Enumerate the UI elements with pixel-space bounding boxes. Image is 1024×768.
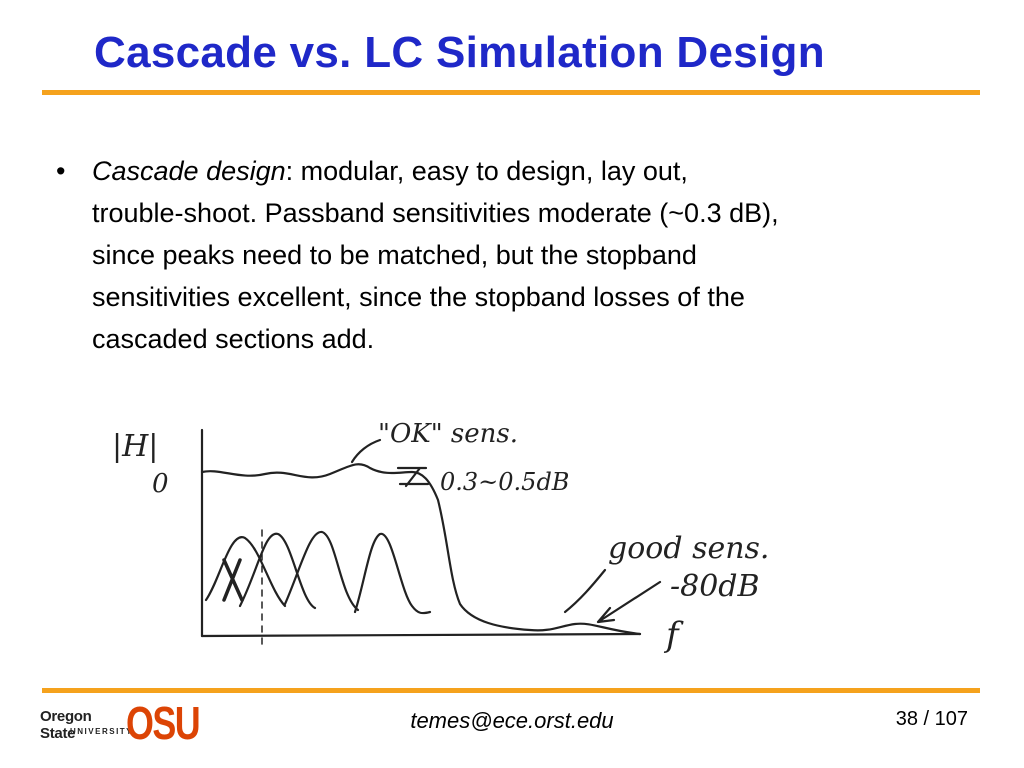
ok-sens-note: "OK" sens. — [378, 419, 519, 449]
slide-title: Cascade vs. LC Simulation Design — [94, 28, 825, 77]
section-response-4 — [355, 534, 430, 613]
page-number: 38 / 107 — [895, 708, 968, 730]
bullet-text — [92, 150, 972, 360]
stopband-arrow — [598, 582, 660, 622]
footer-divider — [42, 688, 980, 693]
good-sens-note: good sens. — [608, 531, 770, 566]
bullet-line-3: since peaks need to be matched, but the stopband — [92, 240, 697, 270]
footer-email: temes@ece.orst.edu — [410, 708, 614, 733]
title-divider — [42, 90, 980, 95]
logo-osu-mark: OSU — [126, 697, 200, 749]
bullet-line-4: sensitivities excellent, since the stopband losses of the — [92, 282, 745, 312]
x-axis — [202, 634, 640, 636]
good-sens-pointer — [565, 570, 605, 612]
ok-sens-pointer — [352, 440, 380, 462]
logo-oregon-state: Oregon State — [40, 708, 92, 742]
overall-response-curve — [202, 464, 640, 634]
sketch-x-label: f — [666, 615, 679, 655]
bullet-marker: • — [56, 156, 66, 186]
bullet-line-1 — [92, 150, 972, 192]
sketch-y-label: |H| — [112, 429, 159, 464]
bullet-lead: Cascade design — [92, 156, 286, 186]
sketch-zero-label: 0 — [152, 469, 169, 499]
stopband-level-note: -80dB — [670, 569, 760, 604]
bullet-line-5: cascaded sections add. — [92, 324, 375, 354]
logo-university: UNIVERSITY — [70, 727, 134, 736]
passband-tolerance-note: 0.3~0.5dB — [440, 468, 570, 496]
bullet-line-2: trouble-shoot. Passband sensitivities moderate (~0.3 dB), — [92, 198, 779, 228]
handdrawn-sketch — [100, 400, 840, 660]
bullet-line-1-rest: : modular, easy to design, lay out, — [285, 156, 688, 186]
x-mark — [224, 560, 242, 600]
